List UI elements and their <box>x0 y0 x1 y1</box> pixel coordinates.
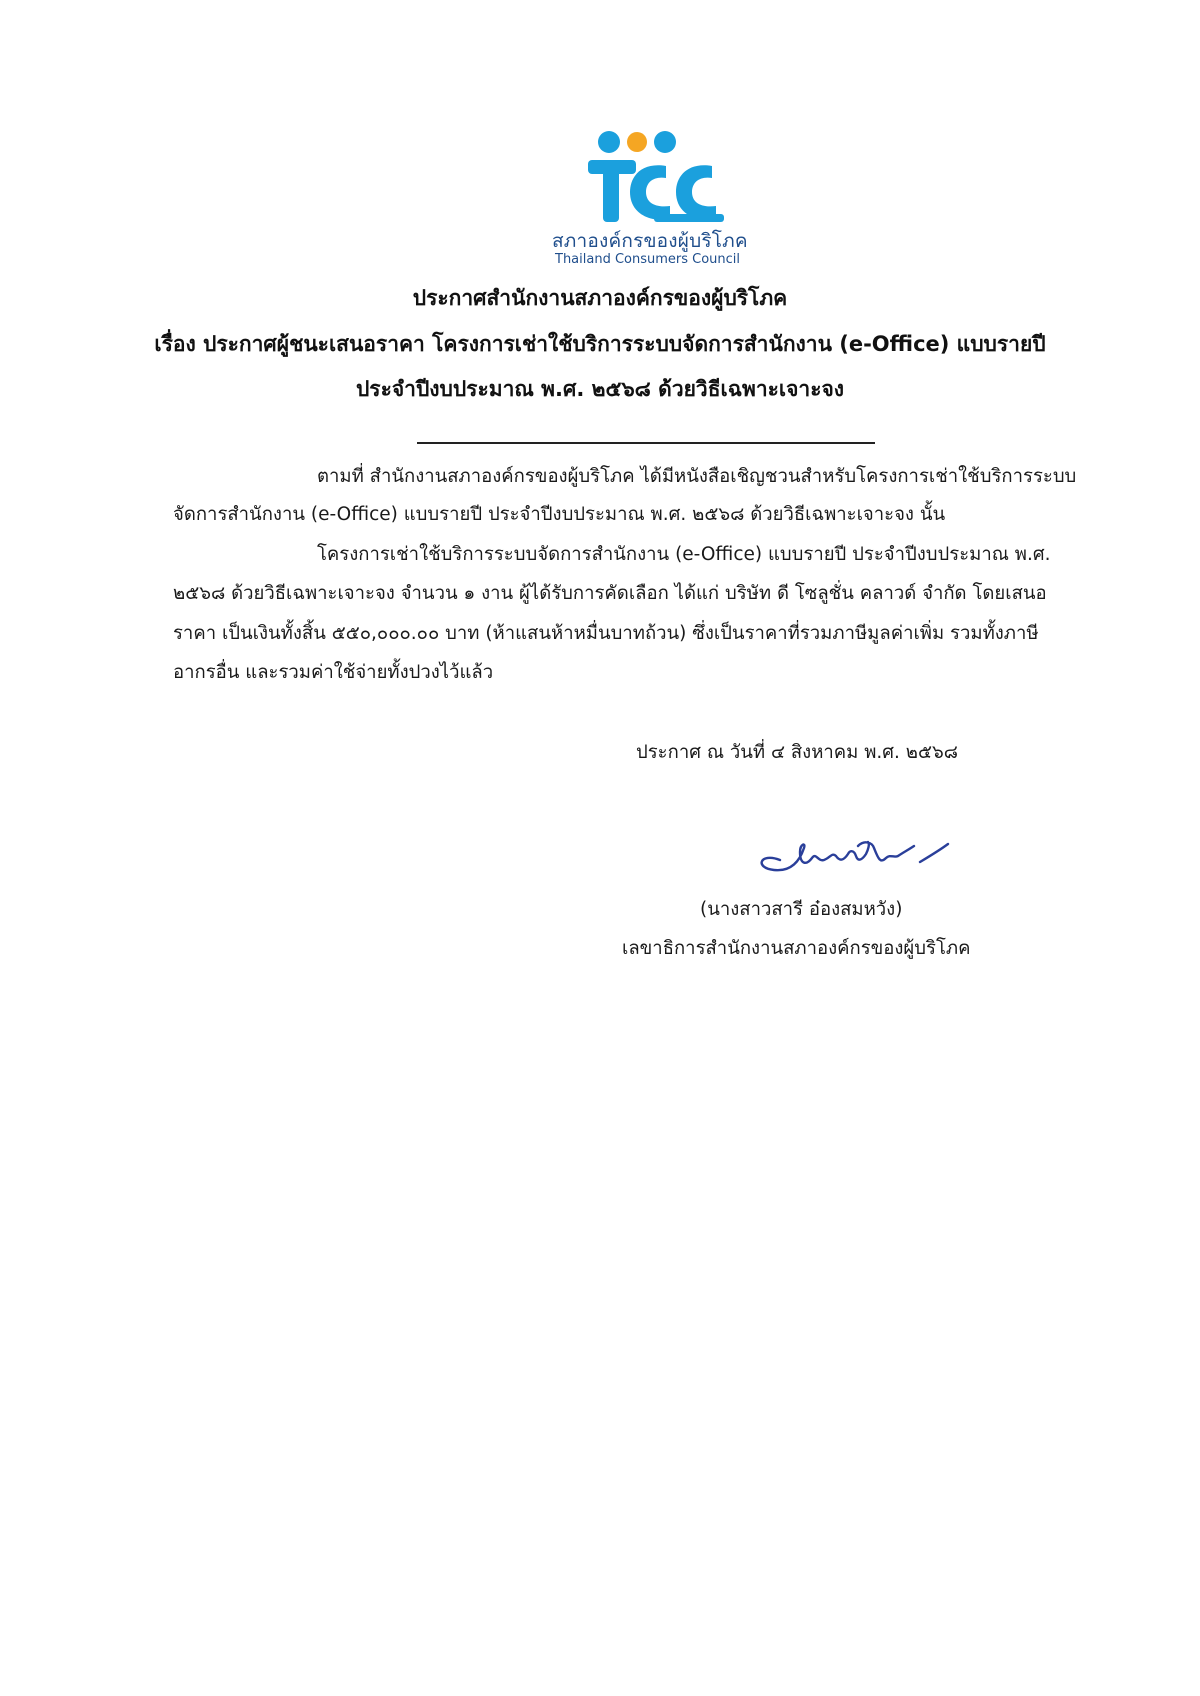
body-line: จัดการสำนักงาน (e-Office) แบบรายปี ประจำปีงบประมาณ พ.ศ. ๒๕๖๘ ด้วยวิธีเฉพาะเจาะจง นั้น <box>173 504 946 525</box>
signatory-name: (นางสาวสารี อ๋องสมหวัง) <box>700 899 903 920</box>
body-line: โครงการเช่าใช้บริการระบบจัดการสำนักงาน (e-Office) แบบรายปี ประจำปีงบประมาณ พ.ศ. <box>317 544 1051 565</box>
announcement-date: ประกาศ ณ วันที่ ๔ สิงหาคม พ.ศ. ๒๕๖๘ <box>636 742 959 763</box>
body-line: ราคา เป็นเงินทั้งสิ้น ๕๕๐,๐๐๐.๐๐ บาท (ห้าแสนห้าหมื่นบาทถ้วน) ซึ่งเป็นราคาที่รวมภาษีมูลค่าเพิ่ม รวมทั้งภาษี <box>173 623 1039 644</box>
title-divider <box>417 442 875 444</box>
handwritten-signature <box>740 820 980 890</box>
announcement-subject-continued: ประจำปีงบประมาณ พ.ศ. ๒๕๖๘ ด้วยวิธีเฉพาะเจาะจง <box>355 377 845 401</box>
body-line: ตามที่ สำนักงานสภาองค์กรของผู้บริโภค ได้มีหนังสือเชิญชวนสำหรับโครงการเช่าใช้บริการระบบ <box>317 466 1077 487</box>
logo-name-thai: สภาองค์กรของผู้บริโภค <box>552 230 748 252</box>
signatory-title: เลขาธิการสำนักงานสภาองค์กรของผู้บริโภค <box>622 938 971 959</box>
logo-name-english: Thailand Consumers Council <box>555 252 741 267</box>
announcement-title: ประกาศสำนักงานสภาองค์กรของผู้บริโภค <box>412 286 788 310</box>
body-line: ๒๕๖๘ ด้วยวิธีเฉพาะเจาะจง จำนวน ๑ งาน ผู้ได้รับการคัดเลือก ได้แก่ บริษัท ดี โซลูชั่น คลาวด์ จำกัด โดยเสนอ <box>173 583 1047 604</box>
announcement-subject: เรื่อง ประกาศผู้ชนะเสนอราคา โครงการเช่าใช้บริการระบบจัดการสำนักงาน (e-Office) แบบรายปี <box>154 332 1046 356</box>
body-line: อากรอื่น และรวมค่าใช้จ่ายทั้งปวงไว้แล้ว <box>173 662 494 683</box>
